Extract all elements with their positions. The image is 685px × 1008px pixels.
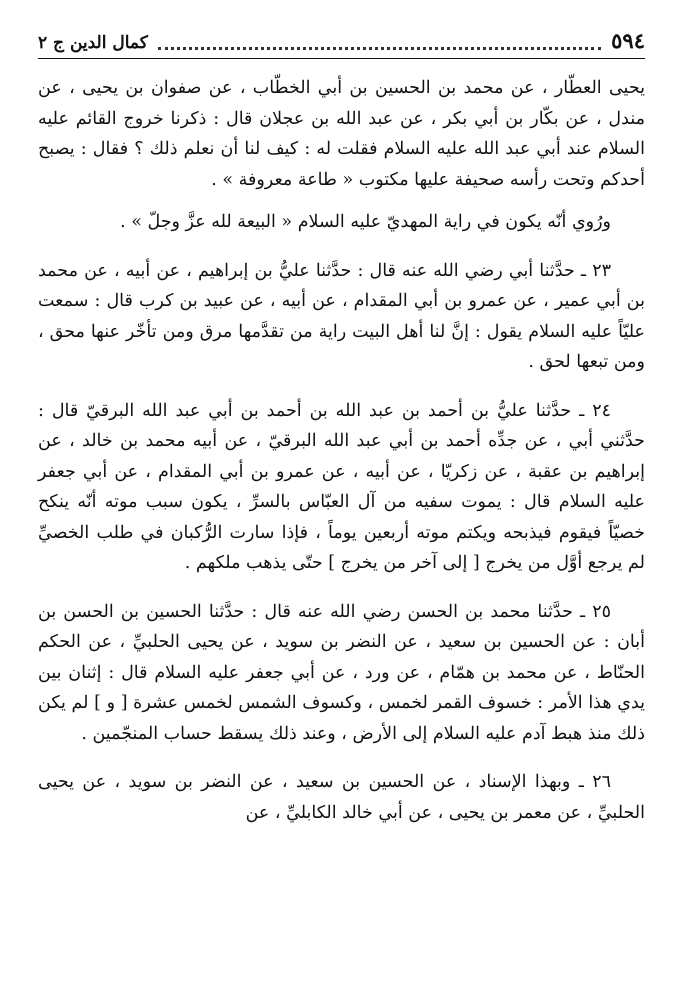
book-page [38,28,645,828]
paragraph-continuation: يحيى العطّار ، عن محمد بن الحسين بن أبي الخطّاب ، عن صفوان بن يحيى ، عن مندل ، عن بكّار بن أبي بكر ، عن عبد الله بن عجلان قال : ذكرنا خروج القائم عليه السلام عند أبي عبد الله عليه السلام فقلت له : كيف لنا أن نعلم ذلك ؟ فقال : يصبح أحدكم وتحت رأسه صحيفة عليها مكتوب « طاعة معروفة » . [38,78,645,190]
spacer [38,378,645,396]
hadith-23: ٢٣ ـ حدَّثنا أبي رضي الله عنه قال : حدَّثنا عليُّ بن إبراهيم ، عن أبيه ، عن محمد بن أبي عمير ، عن عمرو بن أبي المقدام ، عن أبيه ، عن عبيد بن كرب قال : سمعت عليّاً عليه السلام يقول : إنَّ لنا أهل البيت راية من تقدَّمها مرق ومن تأخّر عنها محق ، ومن تبعها لحق . [38,260,645,372]
spacer [38,238,645,256]
hadith-25: ٢٥ ـ حدَّثنا محمد بن الحسن رضي الله عنه قال : حدَّثنا الحسين بن الحسن بن أبان : عن الحسين بن سعيد ، عن النضر بن سويد ، عن يحيى الحلبيِّ ، عن الحكم الحنّاط ، عن محمد بن همّام ، عن ورد ، عن أبي جعفر عليه السلام قال : إثنان بين يدي هذا الأمر : خسوف القمر لخمس ، وكسوف الشمس لخمس عشرة [ و ] لم يكن ذلك منذ هبط آدم عليه السلام إلى الأرض ، وعند ذلك يسقط حساب المنجّمين . [38,601,645,744]
dotted-leader [158,37,601,50]
spacer [38,195,645,207]
running-title: كمال الدين ج ٢ [38,33,148,53]
spacer [38,579,645,597]
page-number: ٥٩٤ [611,28,645,53]
hadith-24: ٢٤ ـ حدَّثنا عليُّ بن أحمد بن عبد الله بن أحمد بن أبي عبد الله البرقيّ قال : حدَّثني أبي ، عن جدِّه أحمد بن أبي عبد الله البرقيّ ، عن أبيه محمد بن خالد ، عن إبراهيم بن عقبة ، عن زكريّا ، عن أبيه ، عن عمرو بن أبي المقدام ، عن أبي جعفر عليه السلام قال : يموت سفيه من آل العبّاس بالسرِّ ، يكون سبب موته أنّه ينكح خصيّاً فيقوم فيذبحه ويكتم موته أربعين يوماً ، فإذا سارت الرُّكبان في طلب الخصيِّ لم يرجع أوَّل من يخرج [ إلى آخر من يخرج ] حتّى يذهب ملكهم . [38,400,645,573]
paragraph-riwaya: ورُوي أنّه يكون في راية المهديّ عليه السلام « البيعة لله عزَّ وجلّ » . [120,212,611,232]
page-header [38,28,645,59]
hadith-26: ٢٦ ـ وبهذا الإسناد ، عن الحسين بن سعيد ، عن النضر بن سويد ، عن يحيى الحلبيِّ ، عن معمر بن يحيى ، عن أبي خالد الكابليِّ ، عن [38,772,645,823]
spacer [38,749,645,767]
